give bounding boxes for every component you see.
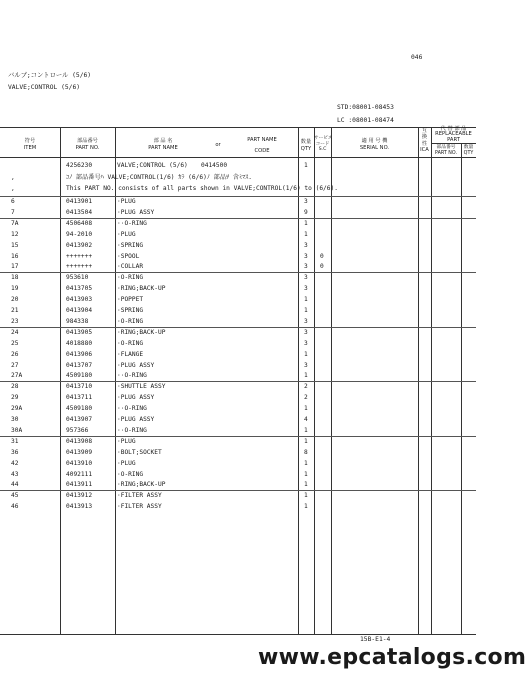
qty-cell: 3 [304,361,308,369]
part-name-cell: ·SPRING [117,307,144,314]
qty-cell: 1 [304,372,308,380]
table-row [0,316,476,327]
item-cell: 23 [11,317,19,325]
qty-cell: 8 [304,448,308,456]
part-name-cell: ·PLUG ASSY [117,416,155,423]
note-text: ｺﾉ 部品番号ﾊ VALVE;CONTROL(1/6) ｶﾗ (6/6)ﾉ 部品ｦ 含ﾐﾏｽ. [66,174,253,181]
item-cell: 7A [11,219,19,227]
table-row [0,360,476,371]
item-cell: 30 [11,416,19,423]
qty-cell: 3 [304,241,308,249]
table-row [0,272,476,283]
part-name-cell: ··O-RING [117,426,147,434]
part-no-cell: 4509180 [66,405,93,413]
header-serial-no: 適 用 号 機 SERIAL NO. [359,138,390,151]
part-name-cell: ·PLUG [117,230,136,238]
part-no-cell: 0413905 [66,328,93,336]
part-no-cell: 0413904 [66,307,93,314]
item-cell: 19 [11,285,19,293]
part-no-cell: +++++++ [66,263,93,271]
item-cell: 27A [11,372,23,380]
qty-cell: 4 [304,416,308,423]
table-row [0,392,476,403]
part-no-cell: 0413913 [66,503,93,511]
part-no-cell: 0413910 [66,459,93,467]
qty-cell: 1 [304,350,308,358]
part-name-cell: ·RING;BACK-UP [117,285,166,293]
group-separator [0,272,476,273]
header-interchangeability: 互 換 性 ICA [420,128,429,154]
part-no-cell: +++++++ [66,252,93,260]
service-code-cell: 0 [320,263,324,271]
table-row [0,251,476,262]
part-no-cell: 0413907 [66,416,93,423]
watermark: www.epcatalogs.com [258,645,526,670]
part-no-cell: 4509180 [66,372,93,380]
item-cell: 6 [11,198,15,205]
part-name-cell: ·SPOOL [117,252,140,260]
note-text: This PART NO. consists of all parts shown in VALVE;CONTROL(1/6) to (6/6). [66,185,338,192]
table-row [0,447,476,458]
group-separator [0,327,476,328]
item-cell: 42 [11,459,19,467]
table-row [0,338,476,349]
qty-cell: 1 [304,481,308,489]
header-qty: 数量 QTY [300,139,312,152]
qty-cell: 3 [304,339,308,347]
lc-serial-range: LC :08001-08474 [337,117,394,124]
table-row [0,240,476,251]
qty-cell: 1 [304,405,308,413]
note-row-english: , This PART NO. consists of all parts shown in VALVE;CONTROL(1/6) to (6/6). [11,185,338,192]
part-no-cell: 0413908 [66,437,93,445]
qty-cell: 3 [304,263,308,271]
qty-cell: 1 [304,492,308,500]
assembly-qty: 1 [304,162,308,169]
qty-cell: 1 [304,296,308,304]
part-no-cell: 0413912 [66,492,93,500]
part-name-cell: ·O-RING [117,274,144,282]
part-no-cell: 0413911 [66,481,93,489]
part-name-cell: ·FLANGE [117,350,144,358]
part-name-cell: ·O-RING [117,470,144,478]
assembly-code: 0414500 [201,162,228,169]
part-name-cell: ·COLLAR [117,263,144,271]
table-row [0,501,476,512]
table-row [0,283,476,294]
item-cell: 36 [11,448,19,456]
item-cell: 27 [11,361,19,369]
footer-code: 15B-E1-4 [360,636,391,643]
group-separator [0,381,476,382]
table-row [0,370,476,381]
item-cell: 29 [11,394,19,402]
header-part-name-code: PART NAME CODE [247,137,277,154]
part-name-cell: ·SPRING [117,241,144,249]
assembly-part-no: 4256230 [66,162,93,169]
header-replaceable-qty: 数量 QTY [463,145,474,156]
qty-cell: 3 [304,317,308,325]
qty-cell: 1 [304,219,308,227]
table-row [0,349,476,360]
part-no-cell: 0413901 [66,198,93,205]
item-cell: 20 [11,296,19,304]
item-cell: 44 [11,481,19,489]
group-separator [0,196,476,197]
item-cell: 15 [11,241,19,249]
part-name-cell: ··O-RING [117,405,147,413]
item-cell: 7 [11,208,15,216]
qty-cell: 2 [304,383,308,391]
qty-cell: 1 [304,230,308,238]
qty-cell: 1 [304,426,308,434]
part-no-cell: 0413906 [66,350,93,358]
part-name-cell: ·O-RING [117,317,144,325]
part-no-cell: 953610 [66,274,89,282]
table-row [0,305,476,316]
qty-cell: 3 [304,252,308,260]
item-cell: 12 [11,230,19,238]
title-japanese: バルブ;コントロール (5/6) [8,72,92,79]
service-code-cell: 0 [320,252,324,260]
item-cell: 43 [11,470,19,478]
part-name-cell: ·PLUG [117,198,136,205]
table-row [0,327,476,338]
qty-cell: 3 [304,285,308,293]
part-no-cell: 957366 [66,426,89,434]
header-item: 符号 ITEM [23,138,37,151]
part-no-cell: 4092111 [66,470,93,478]
part-name-cell: ·BOLT;SOCKET [117,448,162,456]
page-title: VALVE;CONTROL (5/6) [8,84,81,91]
table-row [0,229,476,240]
table-row [0,403,476,414]
qty-cell: 3 [304,198,308,205]
table-row [0,490,476,501]
item-cell: 30A [11,426,23,434]
assembly-row [0,160,476,171]
table-row [0,381,476,392]
table-row [0,294,476,305]
part-no-cell: 0413504 [66,208,93,216]
group-separator [0,218,476,219]
note-row-japanese: , ｺﾉ 部品番号ﾊ VALVE;CONTROL(1/6) ｶﾗ (6/6)ﾉ 部品ｦ 含ﾐﾏｽ. [11,174,253,181]
part-no-cell: 4506408 [66,219,93,227]
part-name-cell: ·PLUG ASSY [117,394,155,402]
part-name-cell: ·PLUG ASSY [117,208,155,216]
part-no-cell: 984338 [66,317,89,325]
item-cell: 24 [11,328,19,336]
table-row [0,469,476,480]
assembly-part-name: VALVE;CONTROL (5/6) [117,162,188,169]
table-row [0,479,476,490]
part-no-cell: 0413909 [66,448,93,456]
item-cell: 25 [11,339,19,347]
part-name-cell: ·SHUTTLE ASSY [117,383,166,391]
part-name-cell: ·PLUG ASSY [117,361,155,369]
qty-cell: 1 [304,470,308,478]
item-cell: 28 [11,383,19,391]
header-replaceable-part-no: 部品番号 PART NO. [435,145,457,156]
item-cell: 17 [11,263,19,271]
page-number: 046 [411,54,423,61]
group-separator [0,436,476,437]
part-no-cell: 0413902 [66,241,93,249]
group-separator [0,490,476,491]
part-no-cell: 4018880 [66,339,93,347]
table-row [0,218,476,229]
part-no-cell: 0413710 [66,383,93,391]
header-part-name: 部 品 名 PART NAME [148,138,178,151]
qty-cell: 9 [304,208,308,216]
item-cell: 26 [11,350,19,358]
part-no-cell: 0413711 [66,394,93,402]
qty-cell: 1 [304,307,308,314]
qty-cell: 1 [304,503,308,511]
header-service-code: サービス コード S.C [314,136,333,152]
table-row [0,207,476,218]
part-name-cell: ·O-RING [117,339,144,347]
header-part-no: 部品番号 PART NO. [75,138,100,151]
qty-cell: 2 [304,394,308,402]
part-no-cell: 0413903 [66,296,93,304]
std-serial-range: STD:08001-08453 [337,104,394,111]
qty-cell: 3 [304,274,308,282]
item-cell: 21 [11,307,19,314]
part-no-cell: 0413705 [66,285,93,293]
part-name-cell: ·POPPET [117,296,144,304]
item-cell: 29A [11,405,23,413]
item-cell: 31 [11,437,19,445]
qty-cell: 1 [304,459,308,467]
part-name-cell: ·RING;BACK-UP [117,481,166,489]
header-or: or [215,142,221,148]
item-cell: 16 [11,252,19,260]
table-row [0,414,476,425]
part-name-cell: ··O-RING [117,372,147,380]
table-row [0,458,476,469]
part-name-cell: ·FILTER ASSY [117,503,162,511]
table-row [0,196,476,207]
part-name-cell: ·PLUG [117,459,136,467]
part-name-cell: ·RING;BACK-UP [117,328,166,336]
item-cell: 18 [11,274,19,282]
table-row [0,425,476,436]
table-row [0,261,476,272]
qty-cell: 3 [304,328,308,336]
item-cell: 45 [11,492,19,500]
part-no-cell: 0413707 [66,361,93,369]
qty-cell: 1 [304,437,308,445]
part-name-cell: ··O-RING [117,219,147,227]
part-name-cell: ·PLUG [117,437,136,445]
part-name-cell: ·FILTER ASSY [117,492,162,500]
table-row [0,436,476,447]
item-cell: 46 [11,503,19,511]
part-no-cell: 94-2010 [66,230,93,238]
header-replaceable-part: 代 替 部 品 REPLACEABLE PART [435,126,472,143]
